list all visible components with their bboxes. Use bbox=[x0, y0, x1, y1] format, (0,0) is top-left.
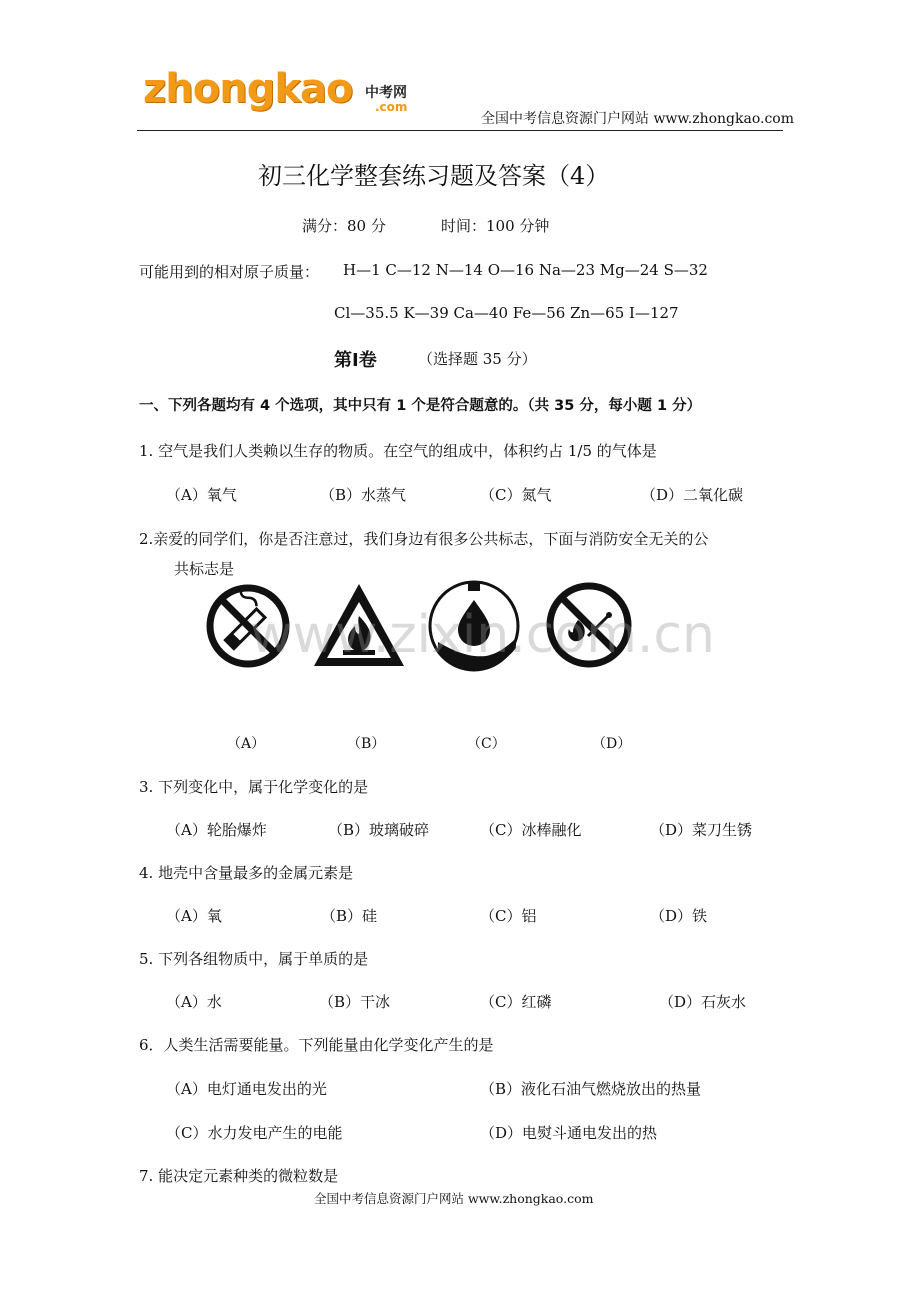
q2-option-d: （D） bbox=[592, 736, 632, 752]
q4-option-d: （D）铁 bbox=[650, 907, 708, 925]
q3-option-b: （B）玻璃破碎 bbox=[328, 821, 430, 839]
footer-site-line: 全国中考信息资源门户网站 www.zhongkao.com bbox=[314, 1191, 594, 1206]
logo-chinese-name: 中考网 bbox=[365, 85, 407, 101]
q4-option-c: （C）铝 bbox=[480, 907, 537, 925]
logo-word: zhongkao bbox=[143, 66, 353, 112]
atomic-mass-line-1: H—1 C—12 N—14 O—16 Na—23 Mg—24 S—32 bbox=[343, 261, 708, 279]
time-limit: 时间：100 分钟 bbox=[441, 217, 550, 235]
section-1-instructions: 一、下列各题均有 4 个选项，其中只有 1 个是符合题意的。（共 35 分，每小题 1 分） bbox=[139, 398, 702, 414]
q1-option-b: （B）水蒸气 bbox=[320, 486, 407, 504]
q3-option-a: （A）轮胎爆炸 bbox=[166, 821, 267, 839]
q6-option-c: （C）水力发电产生的电能 bbox=[166, 1124, 343, 1142]
atomic-mass-label: 可能用到的相对原子质量： bbox=[139, 263, 320, 281]
header-rule bbox=[137, 130, 783, 131]
q7-stem: 7. 能决定元素种类的微粒数是 bbox=[139, 1167, 339, 1185]
q3-stem: 3. 下列变化中，属于化学变化的是 bbox=[139, 778, 369, 796]
q1-stem: 1. 空气是我们人类赖以生存的物质。在空气的组成中，体积约占 1/5 的气体是 bbox=[139, 442, 657, 460]
q3-option-c: （C）冰棒融化 bbox=[480, 821, 582, 839]
q5-stem: 5. 下列各组物质中，属于单质的是 bbox=[139, 950, 369, 968]
q4-stem: 4. 地壳中含量最多的金属元素是 bbox=[139, 864, 354, 882]
q6-option-b: （B）液化石油气燃烧放出的热量 bbox=[480, 1080, 702, 1098]
q2-stem-line-2: 共标志是 bbox=[174, 560, 235, 578]
q3-option-d: （D）菜刀生锈 bbox=[650, 821, 753, 839]
zhongkao-logo bbox=[143, 66, 418, 122]
q6-stem: 6．人类生活需要能量。下列能量由化学变化产生的是 bbox=[139, 1036, 494, 1054]
q2-option-c: （C） bbox=[467, 736, 506, 752]
q1-option-d: （D）二氧化碳 bbox=[641, 486, 744, 504]
q5-option-a: （A）水 bbox=[166, 993, 222, 1011]
q4-option-b: （B）硅 bbox=[321, 907, 378, 925]
q2-stem-line-1: 2.亲爱的同学们，你是否注意过，我们身边有很多公共标志，下面与消防安全无关的公 bbox=[139, 530, 709, 548]
q2-option-a: （A） bbox=[227, 736, 266, 752]
volume-heading: 第Ⅰ卷 bbox=[334, 350, 377, 371]
q6-option-d: （D）电熨斗通电发出的热 bbox=[480, 1124, 658, 1142]
q1-option-c: （C）氮气 bbox=[480, 486, 552, 504]
q5-option-b: （B）干冰 bbox=[319, 993, 391, 1011]
atomic-mass-line-2: Cl—35.5 K—39 Ca—40 Fe—56 Zn—65 I—127 bbox=[334, 304, 679, 322]
q1-option-a: （A）氧气 bbox=[166, 486, 237, 504]
logo-domain-suffix: .com bbox=[375, 100, 408, 114]
q6-option-a: （A）电灯通电发出的光 bbox=[166, 1080, 327, 1098]
q5-option-d: （D）石灰水 bbox=[659, 993, 747, 1011]
full-score: 满分：80 分 bbox=[302, 217, 386, 235]
volume-note: （选择题 35 分） bbox=[418, 350, 537, 368]
page-title: 初三化学整套练习题及答案（4） bbox=[258, 162, 610, 190]
header-site-line: 全国中考信息资源门户网站 www.zhongkao.com bbox=[481, 111, 794, 127]
q2-option-b: （B） bbox=[347, 736, 386, 752]
q4-option-a: （A）氧 bbox=[166, 907, 222, 925]
watermark: www.zixin.com.cn bbox=[250, 605, 715, 665]
q5-option-c: （C）红磷 bbox=[480, 993, 552, 1011]
